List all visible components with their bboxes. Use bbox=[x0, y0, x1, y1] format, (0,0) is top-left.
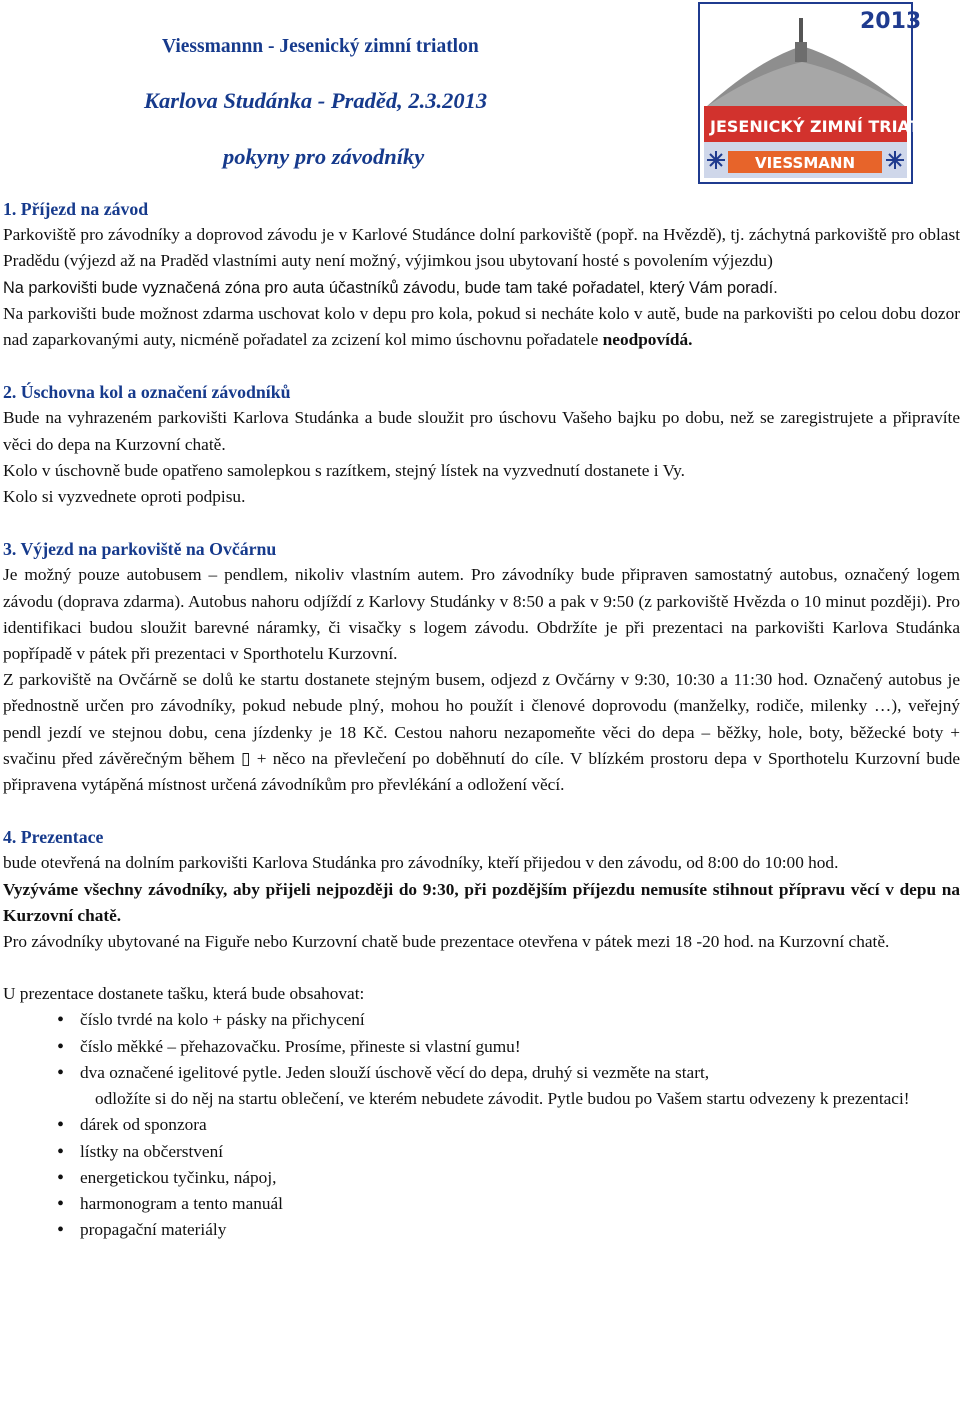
section-1-paragraph-3-bold: neodpovídá. bbox=[602, 330, 693, 350]
section-1-paragraph-2: Na parkovišti bude vyznačená zóna pro auta účastníků závodu, bude tam také pořadatel, který Vám poradí. bbox=[3, 278, 778, 297]
doc-subtitle: pokyny pro závodníky bbox=[223, 144, 425, 169]
doc-place-date: Karlova Studánka - Praděd, 2.3.2013 bbox=[144, 88, 488, 113]
document-body bbox=[3, 196, 960, 1243]
section-3-paragraph-2 bbox=[3, 667, 960, 798]
list-item: • číslo měkké – přehazovačku. Prosíme, přineste si vlastní gumu! bbox=[3, 1034, 960, 1060]
bag-intro: U prezentace dostanete tašku, která bude obsahovat: bbox=[3, 984, 365, 1004]
svg-text:VIESSMANN: VIESSMANN bbox=[754, 154, 856, 172]
section-4-heading: 4. Prezentace bbox=[3, 827, 104, 848]
list-item: • harmonogram a tento manuál bbox=[3, 1191, 960, 1217]
section-1-paragraph-3-text: Na parkovišti bude možnost zdarma uschovat kolo v depu pro kola, pokud si necháte kolo v autě, bude na parkovišti po celou dobu dozor nad zaparkovanými auty, nicméně pořadatel za zcizení kol mimo úschovnu pořadatele bbox=[3, 303, 960, 350]
list-item-continuation: odložíte si do něj na startu oblečení, ve kterém nebudete závodit. Pytle budou po Vašem startu odvezeny k prezentaci! bbox=[95, 1089, 910, 1109]
list-item: • lístky na občerstvení bbox=[3, 1139, 960, 1165]
section-4-bold-notice: Vyzýváme všechny závodníky, aby přijeli nejpozději do 9:30, při pozdějším příjezdu nemusíte stihnout přípravu věcí v depu na Kurzovní chatě. bbox=[3, 879, 960, 925]
section-4-paragraph-1: bude otevřená na dolním parkovišti Karlova Studánka pro závodníky, kteří přijedou v den závodu, od 8:00 do 10:00 hod. bbox=[3, 853, 839, 873]
list-item bbox=[3, 1060, 960, 1112]
list-item: • dárek od sponzora bbox=[3, 1112, 960, 1138]
bag-contents-list bbox=[3, 1007, 960, 1243]
event-logo bbox=[698, 2, 957, 184]
section-2-paragraph-3: Kolo si vyzvednete oproti podpisu. bbox=[3, 487, 246, 507]
list-item: • propagační materiály bbox=[3, 1217, 960, 1243]
section-3-paragraph-2-end: + něco na převlečení po doběhnutí do cíle. V blízkém prostoru depa v Sporthotelu Kurzovní bude připravena vytápěná místnost určená závodníkům pro převlékání a odložení věcí. bbox=[3, 748, 960, 795]
section-3-heading: 3. Výjezd na parkoviště na Ovčárnu bbox=[3, 539, 277, 560]
doc-title: Viessmannn - Jesenický zimní triatlon bbox=[162, 36, 479, 57]
section-2-paragraph-1: Bude na vyhrazeném parkovišti Karlova Studánka a bude sloužit pro úschovu Vašeho bajku po dobu, než se zaregistrujete a připravíte věci do depa na Kurzovní chatě. bbox=[3, 408, 960, 454]
svg-text:2013: 2013 bbox=[860, 9, 922, 34]
list-item: • energetickou tyčinku, nápoj, bbox=[3, 1165, 960, 1191]
missing-glyph: ▯ bbox=[241, 748, 251, 768]
section-3-paragraph-1: Je možný pouze autobusem – pendlem, nikoliv vlastním autem. Pro závodníky bude připraven samostatný autobus, označený logem závodu (doprava zdarma). Autobus nahoru odjíždí z Karlovy Studánky v 8:50 a pak v 9:50 (z parkoviště Hvězda o 10 minut později). Pro identifikaci budou sloužit barevné náramky, či visačky s logem závodu. Obdržíte je při prezentaci na parkovišti Karlova Studánka popřípadě v pátek při prezentaci v Sporthotelu Kurzovní. bbox=[3, 565, 960, 664]
list-item-text: dva označené igelitové pytle. Jeden slouží úschově věcí do depa, druhý si vezměte na start, bbox=[80, 1062, 710, 1082]
section-1-paragraph-1: Parkoviště pro závodníky a doprovod závodu je v Karlové Studánce dolní parkoviště (popř. na Hvězdě), tj. záchytná parkoviště pro oblast Pradědu (výjezd až na Praděd vlastními auty není možný, výjimkou jsou ubytovaní hosté s povolením výjezdu) bbox=[3, 225, 960, 271]
svg-text:JESENICKÝ ZIMNÍ TRIATLON: JESENICKÝ ZIMNÍ TRIATLON bbox=[710, 117, 957, 136]
section-2-paragraph-2: Kolo v úschovně bude opatřeno samolepkou s razítkem, stejný lístek na vyzvednutí dostanete i Vy. bbox=[3, 460, 685, 480]
section-4-paragraph-3: Pro závodníky ubytované na Figuře nebo Kurzovní chatě bude prezentace otevřena v pátek mezi 18 -20 hod. na Kurzovní chatě. bbox=[3, 932, 890, 952]
section-1-paragraph-3 bbox=[3, 301, 960, 353]
section-1-heading: 1. Příjezd na závod bbox=[3, 199, 149, 219]
section-2-heading: 2. Úschovna kol a označení závodníků bbox=[3, 382, 291, 403]
list-item: • číslo tvrdé na kolo + pásky na přichycení bbox=[3, 1007, 960, 1033]
section-3-paragraph-2-text: Z parkoviště na Ovčárně se dolů ke startu dostanete stejným busem, odjezd z Ovčárny v 9:30, 10:30 a 11:30 hod. Označený autobus je přednostně určen pro závodníky, pokud nebude plný, mohou ho použít i členové doprovodu (manželky, rodiče, milenky …), veřejný pendl jezdí ve stejnou dobu, cena jízdenky je 18 Kč. Cestou nahoru nezapomeňte věci do depa – běžky, hole, boty, běžecké boty + svačinu před závěrečným během bbox=[3, 670, 960, 768]
